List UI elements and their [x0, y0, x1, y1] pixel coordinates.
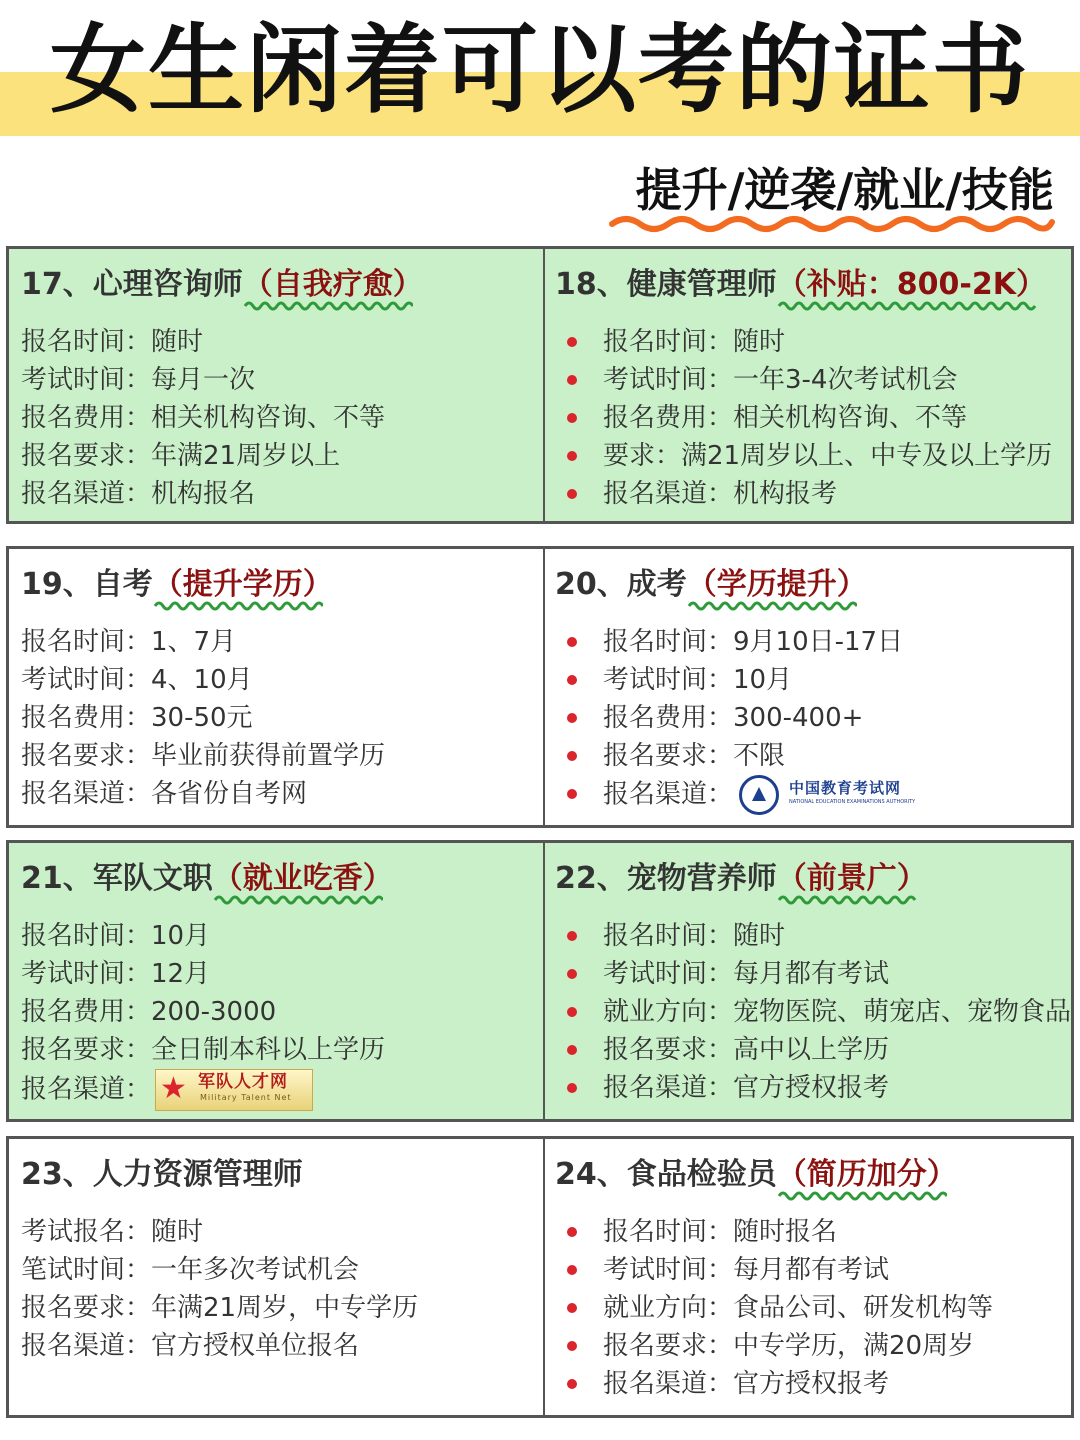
certificate-panel — [6, 840, 1074, 1122]
certificate-panel — [6, 546, 1074, 828]
highlight-tag — [213, 861, 393, 896]
detail-text: 就业方向：宠物医院、萌宠店、宠物食品 — [603, 997, 1072, 1027]
certificate-name: 18、健康管理师 — [555, 267, 777, 302]
detail-line — [559, 399, 1052, 437]
wave-underline — [153, 600, 323, 612]
page-subtitle: 提升/逆袭/就业/技能 — [635, 163, 1054, 217]
wave-underline — [777, 894, 917, 906]
bullet-icon — [567, 637, 577, 647]
detail-text: 报名费用：30-50元 — [21, 703, 253, 733]
certificate-name: 22、宠物营养师 — [555, 861, 777, 896]
detail-line — [559, 1069, 1071, 1107]
detail-line — [21, 1031, 385, 1069]
detail-text: 考试时间：每月都有考试 — [603, 1255, 890, 1285]
tag-text: （学历提升） — [686, 567, 867, 602]
detail-text: 报名时间：随时 — [603, 327, 786, 357]
detail-text: 考试时间：每月一次 — [21, 365, 256, 395]
detail-text: 报名渠道： — [21, 1074, 152, 1105]
detail-text: 考试报名：随时 — [21, 1217, 204, 1247]
detail-text: 考试时间：10月 — [603, 665, 793, 695]
certificate-name: 17、心理咨询师 — [21, 267, 243, 302]
certificate-card — [543, 843, 1077, 1119]
detail-text: 考试时间：4、10月 — [21, 665, 253, 695]
certificate-card — [9, 843, 543, 1119]
card-details — [21, 1213, 418, 1365]
detail-text: 考试时间：每月都有考试 — [603, 959, 890, 989]
detail-text: 报名要求：年满21周岁以上 — [21, 441, 341, 471]
detail-text: 笔试时间：一年多次考试机会 — [21, 1255, 360, 1285]
detail-line — [21, 437, 385, 475]
card-heading — [21, 1153, 303, 1197]
detail-line — [21, 661, 385, 699]
military-talent-logo — [155, 1069, 313, 1111]
detail-line — [559, 437, 1052, 475]
detail-text: 报名渠道：机构报考 — [603, 479, 838, 509]
certificate-card — [9, 249, 543, 521]
detail-text: 报名费用：相关机构咨询、不等 — [603, 403, 968, 433]
highlight-tag — [777, 267, 1046, 302]
bullet-icon — [567, 931, 577, 941]
wave-underline — [213, 894, 383, 906]
detail-line — [21, 699, 385, 737]
bullet-icon — [567, 1341, 577, 1351]
bullet-icon — [567, 1007, 577, 1017]
certificate-name: 19、自考 — [21, 567, 153, 602]
bullet-icon — [567, 1083, 577, 1093]
detail-line — [559, 737, 915, 775]
detail-line — [559, 1365, 993, 1403]
detail-line — [21, 1327, 418, 1365]
detail-text: 报名时间：随时 — [21, 327, 204, 357]
card-details — [559, 1213, 993, 1403]
logo-subtext: NATIONAL EDUCATION EXAMINATIONS AUTHORITY — [789, 799, 916, 805]
card-details — [559, 917, 1071, 1107]
bullet-icon — [567, 751, 577, 761]
wave-underline — [777, 300, 1036, 312]
bullet-icon — [567, 969, 577, 979]
detail-text: 报名时间：9月10日-17日 — [603, 627, 904, 657]
certificate-card — [9, 549, 543, 825]
card-heading — [21, 857, 393, 901]
detail-line — [21, 1251, 418, 1289]
detail-line — [559, 955, 1071, 993]
tag-text: （补贴：800-2K） — [776, 267, 1046, 302]
detail-line — [559, 775, 915, 813]
detail-text: 报名费用：200-3000 — [21, 997, 277, 1027]
detail-line — [21, 1069, 385, 1107]
detail-line — [21, 775, 385, 813]
page-title: 女生闲着可以考的证书 — [50, 14, 1030, 126]
detail-text: 考试时间：一年3-4次考试机会 — [603, 365, 958, 395]
neea-seal-icon — [739, 775, 779, 815]
detail-line — [559, 323, 1052, 361]
detail-line — [559, 699, 915, 737]
highlight-tag — [777, 861, 927, 896]
tag-text: （简历加分） — [776, 1157, 957, 1192]
bullet-icon — [567, 713, 577, 723]
detail-text: 报名渠道： — [603, 779, 734, 810]
tag-text: （提升学历） — [152, 567, 333, 602]
logo-subtext: Military Talent Net — [200, 1093, 292, 1102]
detail-text: 报名渠道：各省份自考网 — [21, 779, 308, 809]
detail-text: 报名时间：随时报名 — [603, 1217, 838, 1247]
certificate-panel — [6, 246, 1074, 524]
detail-line — [21, 475, 385, 513]
highlight-tag — [243, 267, 423, 302]
highlight-tag — [687, 567, 867, 602]
bullet-icon — [567, 675, 577, 685]
bullet-icon — [567, 375, 577, 385]
detail-text: 要求：满21周岁以上、中专及以上学历 — [603, 441, 1053, 471]
subtitle-wave-underline — [608, 212, 1056, 234]
detail-line — [21, 399, 385, 437]
certificate-card — [9, 1139, 543, 1415]
neea-logo — [739, 775, 915, 815]
bullet-icon — [567, 337, 577, 347]
detail-text: 报名费用：300-400+ — [603, 703, 864, 733]
certificate-card — [543, 1139, 1077, 1415]
detail-line — [21, 1289, 418, 1327]
detail-line — [21, 361, 385, 399]
bullet-icon — [567, 1379, 577, 1389]
wave-underline — [687, 600, 857, 612]
logo-name: 中国教育考试网 — [789, 779, 902, 797]
detail-line — [559, 361, 1052, 399]
detail-line — [21, 993, 385, 1031]
detail-text: 报名时间：1、7月 — [21, 627, 237, 657]
detail-text: 报名要求：中专学历，满20周岁 — [603, 1331, 975, 1361]
detail-line — [559, 1031, 1071, 1069]
card-heading — [555, 263, 1046, 307]
detail-text: 就业方向：食品公司、研发机构等 — [603, 1293, 994, 1323]
card-heading — [555, 1153, 957, 1197]
certificate-card — [543, 549, 1077, 825]
detail-text: 报名要求：不限 — [603, 741, 786, 771]
bullet-icon — [567, 789, 577, 799]
detail-line — [559, 475, 1052, 513]
detail-line — [21, 737, 385, 775]
detail-line — [21, 323, 385, 361]
certificate-card — [543, 249, 1077, 521]
detail-text: 报名渠道：官方授权单位报名 — [21, 1331, 360, 1361]
detail-line — [559, 1327, 993, 1365]
detail-line — [21, 955, 385, 993]
card-heading — [555, 563, 867, 607]
detail-text: 报名时间：随时 — [603, 921, 786, 951]
detail-line — [559, 1289, 993, 1327]
detail-line — [21, 917, 385, 955]
wave-underline — [243, 300, 413, 312]
detail-text: 报名要求：高中以上学历 — [603, 1035, 890, 1065]
bullet-icon — [567, 451, 577, 461]
wave-underline — [777, 1190, 947, 1202]
star-icon: ★ — [160, 1071, 187, 1106]
detail-line — [559, 1251, 993, 1289]
highlight-tag — [153, 567, 333, 602]
certificate-name: 21、军队文职 — [21, 861, 213, 896]
card-details — [21, 323, 385, 513]
card-heading — [21, 563, 333, 607]
detail-text: 考试时间：12月 — [21, 959, 211, 989]
detail-text: 报名渠道：官方授权报考 — [603, 1369, 890, 1399]
card-heading — [555, 857, 927, 901]
bullet-icon — [567, 489, 577, 499]
bullet-icon — [567, 1227, 577, 1237]
detail-line — [559, 993, 1071, 1031]
detail-text: 报名要求：全日制本科以上学历 — [21, 1035, 386, 1065]
bullet-icon — [567, 1045, 577, 1055]
certificate-name: 23、人力资源管理师 — [21, 1157, 303, 1192]
certificate-name: 24、食品检验员 — [555, 1157, 777, 1192]
bullet-icon — [567, 1265, 577, 1275]
detail-line — [559, 917, 1071, 955]
card-details — [559, 623, 915, 813]
logo-name: 军队人才网 — [198, 1072, 289, 1092]
detail-text: 报名渠道：官方授权报考 — [603, 1073, 890, 1103]
detail-line — [559, 661, 915, 699]
detail-line — [559, 1213, 993, 1251]
certificate-panel — [6, 1136, 1074, 1418]
card-details — [21, 917, 385, 1107]
detail-text: 报名要求：年满21周岁，中专学历 — [21, 1293, 419, 1323]
detail-line — [21, 623, 385, 661]
tag-text: （前景广） — [776, 861, 927, 896]
bullet-icon — [567, 1303, 577, 1313]
tag-text: （就业吃香） — [212, 861, 393, 896]
card-heading — [21, 263, 423, 307]
detail-text: 报名时间：10月 — [21, 921, 211, 951]
detail-text: 报名要求：毕业前获得前置学历 — [21, 741, 386, 771]
detail-line — [559, 623, 915, 661]
card-details — [21, 623, 385, 813]
highlight-tag — [777, 1157, 957, 1192]
detail-line — [21, 1213, 418, 1251]
certificate-name: 20、成考 — [555, 567, 687, 602]
bullet-icon — [567, 413, 577, 423]
detail-text: 报名费用：相关机构咨询、不等 — [21, 403, 386, 433]
card-details — [559, 323, 1052, 513]
tag-text: （自我疗愈） — [242, 267, 423, 302]
detail-text: 报名渠道：机构报名 — [21, 479, 256, 509]
